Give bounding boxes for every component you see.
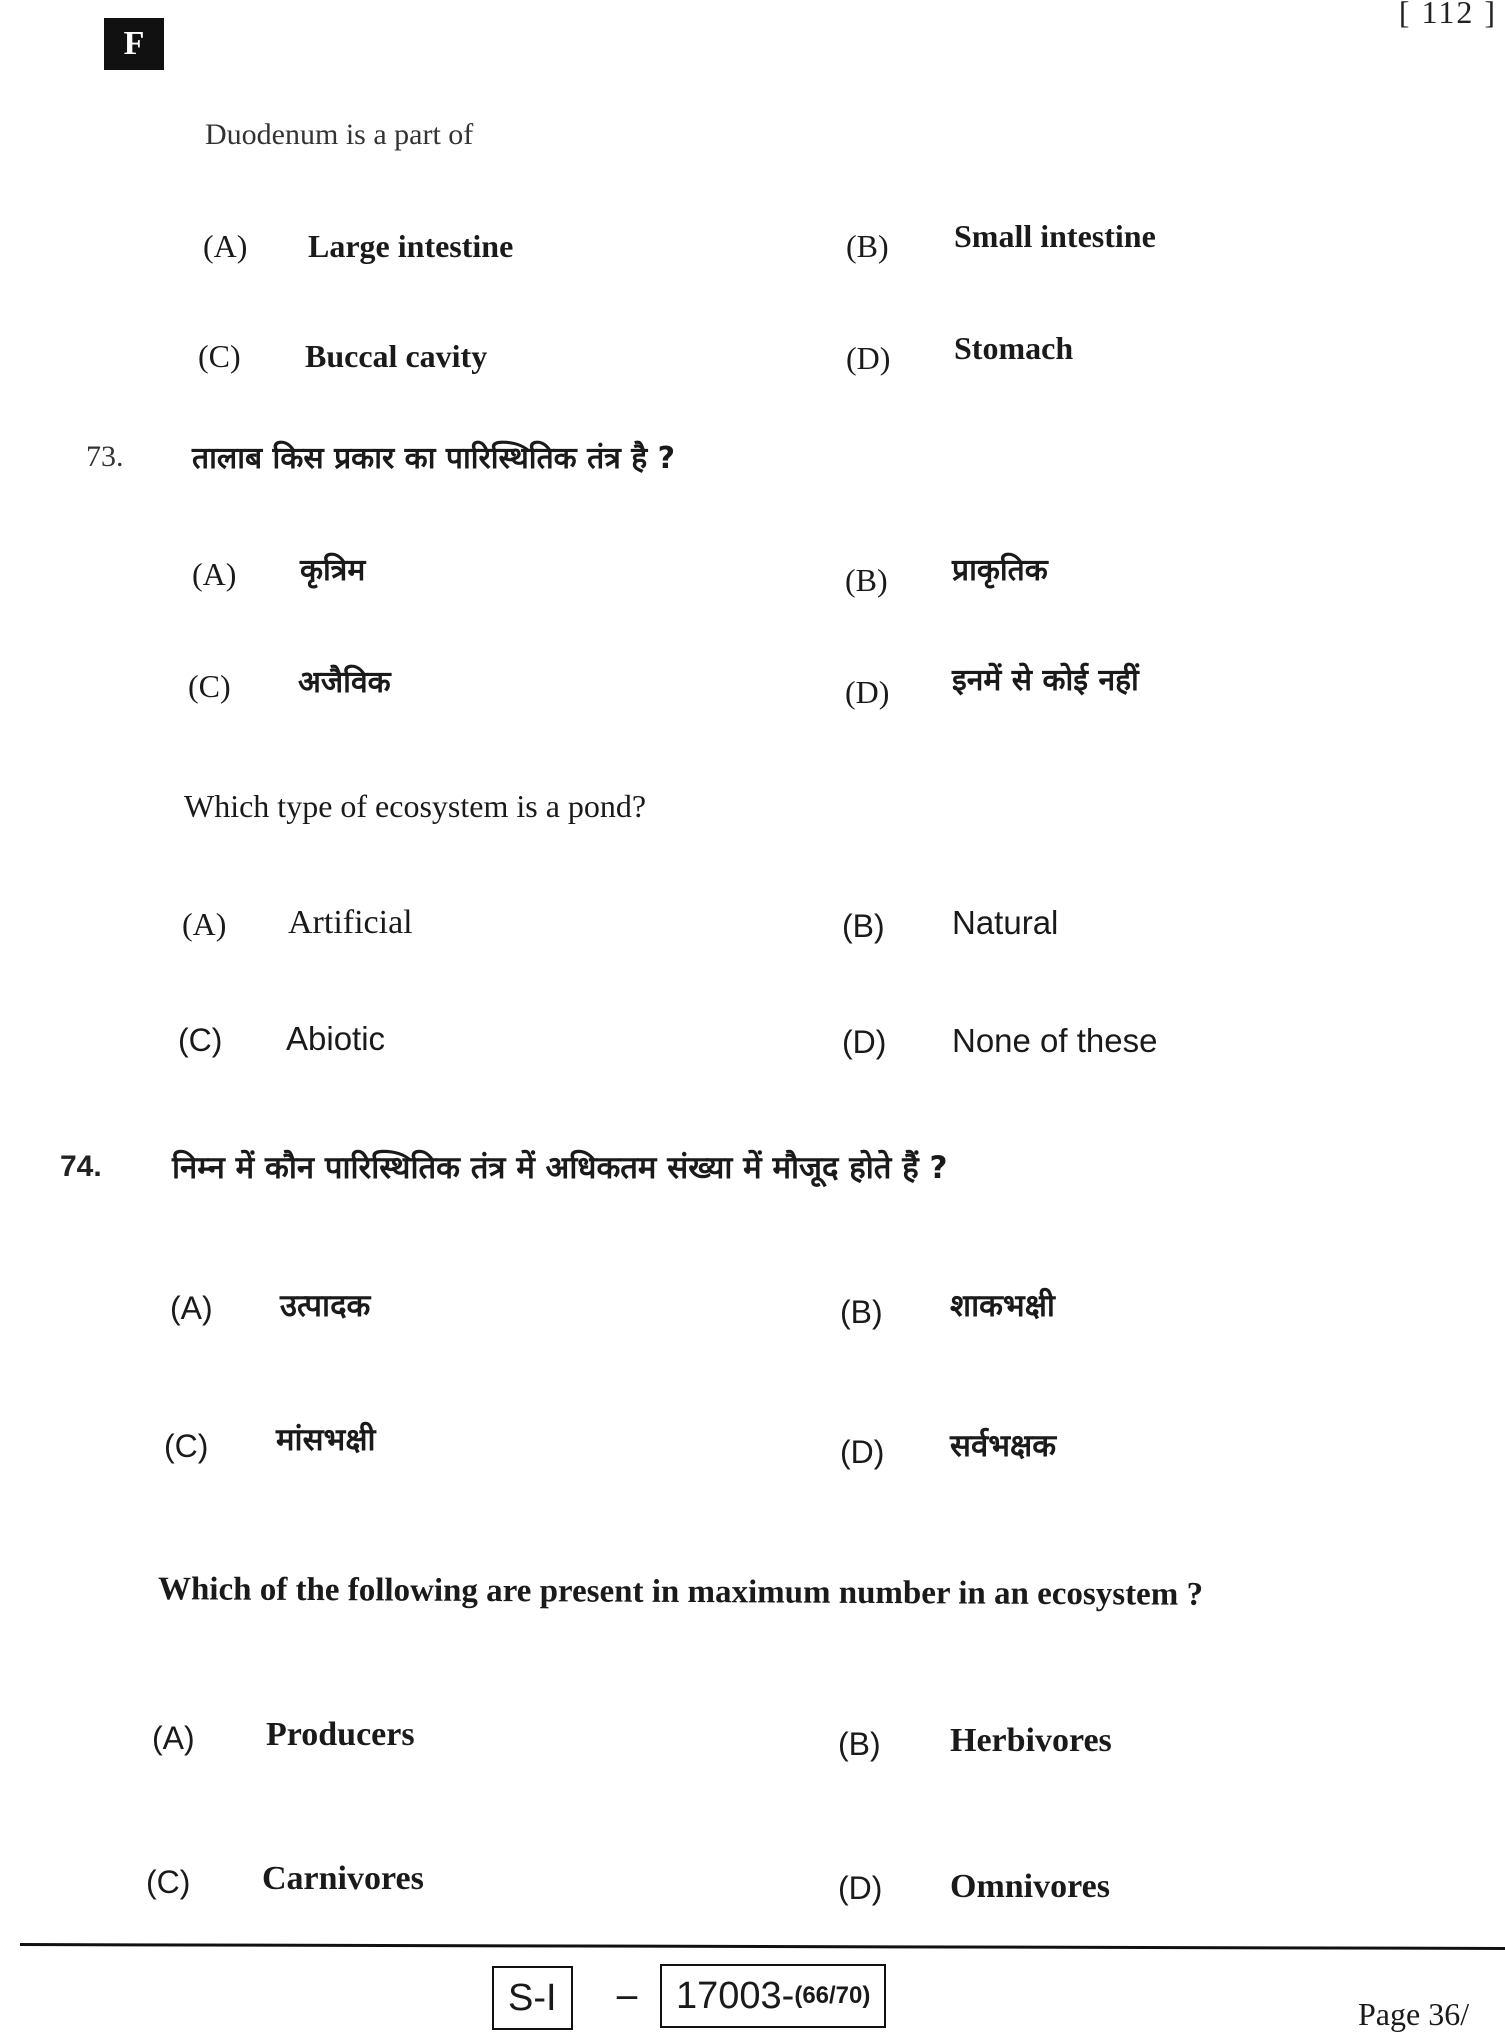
q74-hi-option-b-label: (B) (840, 1294, 883, 1330)
q74-hi-option-d-text: सर्वभक्षक (950, 1428, 1057, 1464)
q74-en-option-d-label: (D) (838, 1870, 883, 1906)
question-73-text-hi: तालाब किस प्रकार का पारिस्थितिक तंत्र है ? (192, 441, 676, 476)
question-74-text-hi: निम्न में कौन पारिस्थितिक तंत्र में अधिकतम संख्या में मौजूद होते हैं ? (172, 1150, 948, 1186)
series-code-box (492, 1966, 573, 2030)
q72-option-c-text: Buccal cavity (305, 338, 488, 374)
question-72-text-en: Duodenum is a part of (205, 118, 474, 151)
q74-hi-option-c-text: मांसभक्षी (276, 1422, 376, 1458)
series-code: S-I (508, 1976, 557, 2019)
q74-en-option-c-text: Carnivores (262, 1860, 424, 1897)
footer-divider (20, 1943, 1505, 1950)
q72-option-d-text: Stomach (954, 330, 1074, 366)
footer-separator: – (617, 1971, 637, 2016)
q73-hi-option-b-label: (B) (845, 562, 888, 598)
q73-hi-option-a-label: (A) (192, 556, 237, 592)
q73-hi-option-c-label: (C) (188, 668, 231, 704)
q74-en-option-a-label: (A) (152, 1720, 195, 1756)
q72-option-a-label: (A) (203, 228, 248, 264)
q73-hi-option-c-text: अजैविक (298, 665, 391, 700)
q74-hi-option-b-text: शाकभक्षी (950, 1288, 1055, 1324)
q72-option-d-label: (D) (846, 340, 891, 376)
q73-en-option-c-text: Abiotic (286, 1020, 386, 1057)
q73-en-option-d-text: None of these (952, 1022, 1158, 1059)
question-74-text-en: Which of the following are present in maximum number in an ecosystem ? (157, 1571, 1204, 1613)
q74-en-option-d-text: Omnivores (950, 1868, 1110, 1905)
question-73-text-en: Which type of ecosystem is a pond? (184, 788, 647, 824)
q72-option-a-text: Large intestine (308, 228, 514, 264)
q73-en-option-a-text: Artificial (288, 904, 413, 941)
q73-hi-option-b-text: प्राकृतिक (952, 553, 1048, 588)
q72-option-c-label: (C) (198, 338, 241, 374)
question-73-number: 73. (86, 440, 124, 473)
paper-code-suffix: (66/70) (794, 1982, 871, 2009)
paper-code-box (660, 1964, 886, 2028)
q74-en-option-c-label: (C) (146, 1864, 191, 1900)
set-code-badge: F (104, 18, 164, 70)
q74-en-option-a-text: Producers (266, 1716, 415, 1753)
q72-option-b-label: (B) (846, 228, 889, 264)
q73-en-option-b-label: (B) (842, 908, 885, 944)
q74-hi-option-a-text: उत्पादक (280, 1288, 371, 1324)
question-74-number: 74. (60, 1150, 102, 1183)
q73-hi-option-d-label: (D) (845, 674, 890, 710)
q73-en-option-d-label: (D) (842, 1024, 887, 1060)
q73-en-option-b-text: Natural (952, 904, 1059, 941)
q74-en-option-b-label: (B) (838, 1726, 881, 1762)
paper-code: 17003- (676, 1974, 795, 2017)
q74-hi-option-c-label: (C) (164, 1428, 209, 1464)
q73-hi-option-a-text: कृत्रिम (300, 553, 366, 588)
q74-en-option-b-text: Herbivores (950, 1722, 1112, 1759)
q74-hi-option-a-label: (A) (170, 1290, 213, 1326)
q73-en-option-c-label: (C) (178, 1022, 223, 1058)
q73-en-option-a-label: (A) (182, 906, 227, 942)
q74-hi-option-d-label: (D) (840, 1434, 885, 1470)
q72-option-b-text: Small intestine (954, 218, 1156, 254)
page-number: Page 36/ (1358, 1996, 1470, 2032)
corner-page-number: [ 112 ] (1398, 0, 1497, 30)
q73-hi-option-d-text: इनमें से कोई नहीं (952, 663, 1139, 698)
